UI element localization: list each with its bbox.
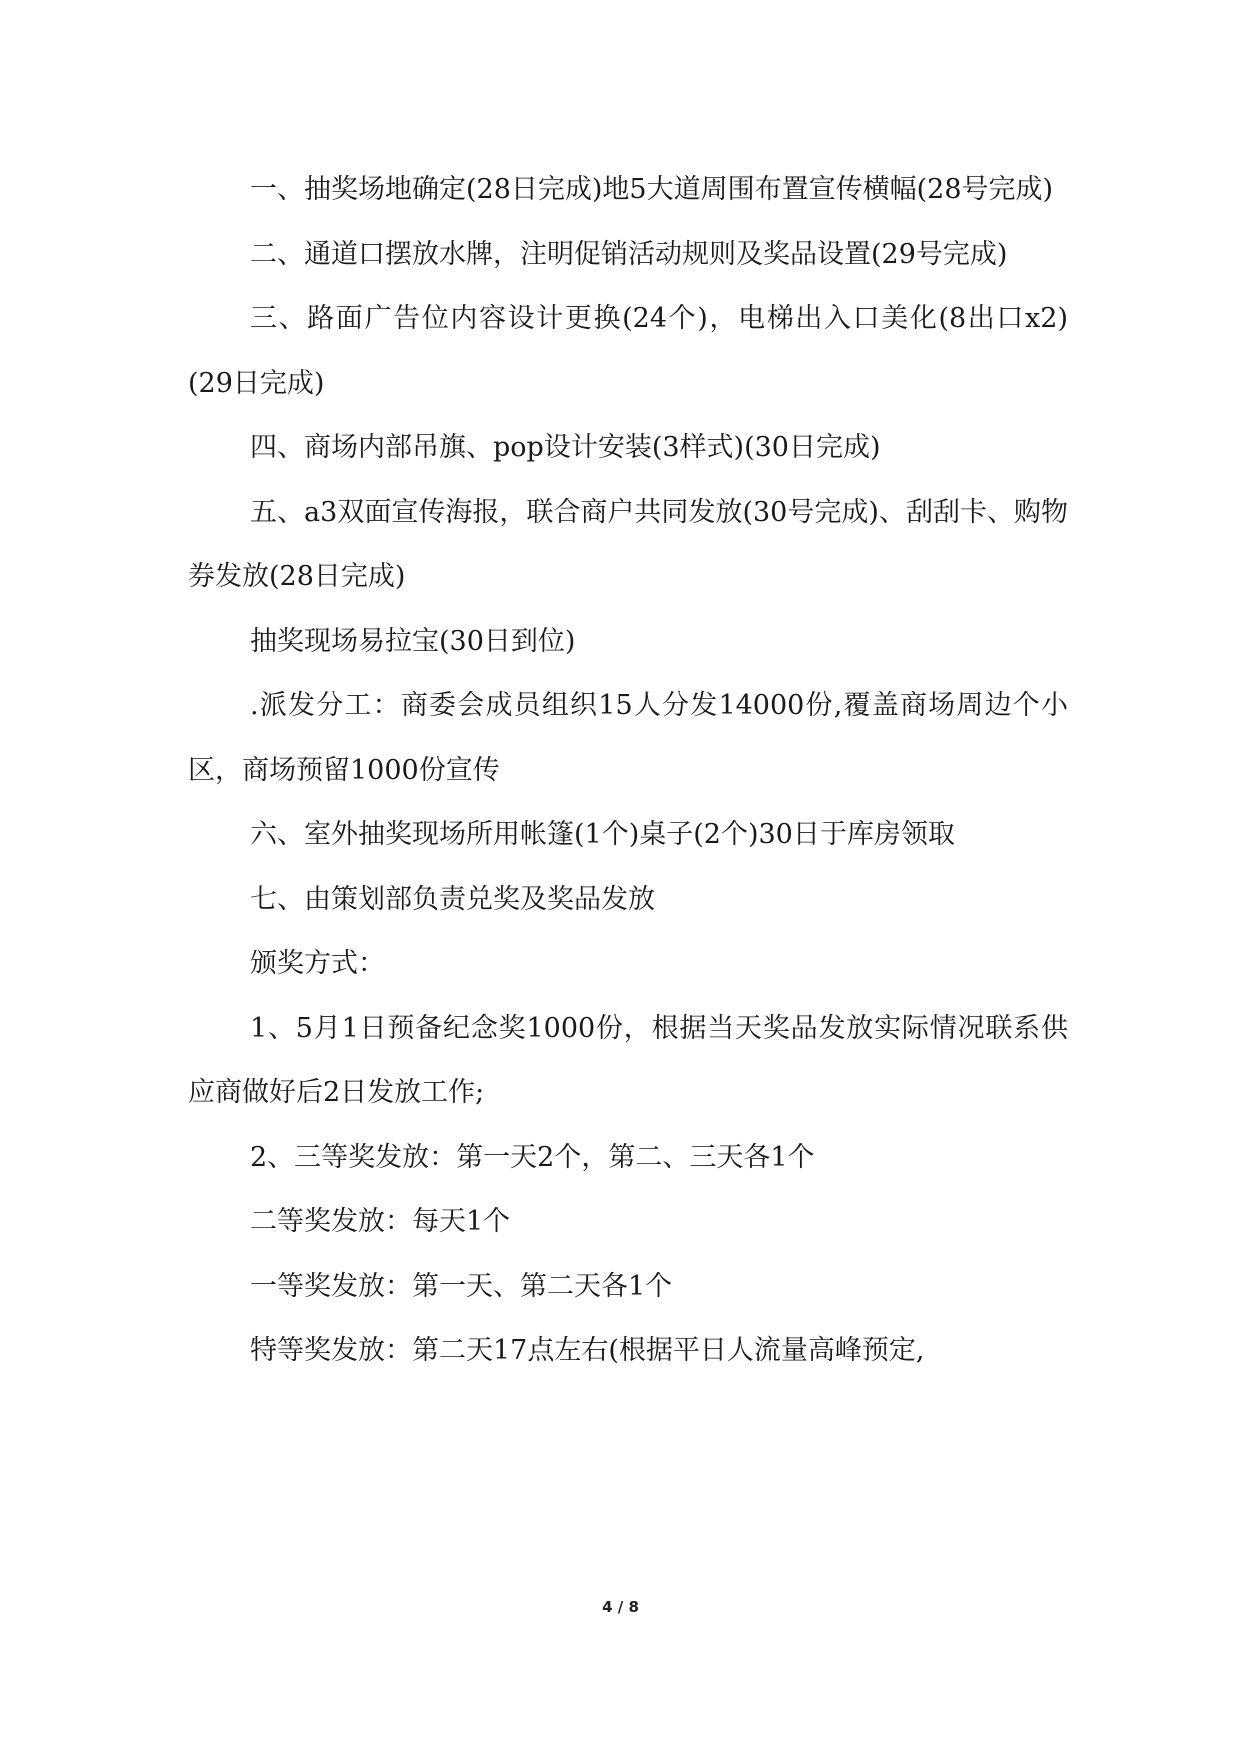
paragraph-15: 特等奖发放：第二天17点左右(根据平日人流量高峰预定, (250, 1335, 925, 1366)
paragraph-9: 七、由策划部负责兑奖及奖品发放 (250, 883, 655, 915)
paragraph-11: 1、5月1日预备纪念奖1000份，根据当天奖品发放实际情况联系供应商做好后2日发放工作; (188, 1012, 1068, 1108)
paragraph-8: 六、室外抽奖现场所用帐篷(1个)桌子(2个)30日于库房领取 (250, 819, 955, 850)
paragraph-7: .派发分工：商委会成员组织15人分发14000份,覆盖商场周边个小区，商场预留1000份宣传 (188, 690, 1068, 786)
paragraph-13: 二等奖发放：每天1个 (250, 1206, 511, 1237)
body-text (188, 158, 1068, 1384)
paragraph-6: 抽奖现场易拉宝(30日到位) (250, 625, 576, 657)
paragraph-4: 四、商场内部吊旗、pop设计安装(3样式)(30日完成) (250, 432, 881, 463)
paragraph-12: 2、三等奖发放：第一天2个，第二、三天各1个 (250, 1141, 815, 1173)
paragraph-10: 颁奖方式： (250, 948, 385, 979)
paragraph-3: 三、路面广告位内容设计更换(24个)，电梯出入口美化(8出口x2)(29日完成) (188, 303, 1068, 399)
paragraph-1: 一、抽奖场地确定(28日完成)地5大道周围布置宣传横幅(28号完成) (250, 174, 1054, 205)
paragraph-5: 五、a3双面宣传海报，联合商户共同发放(30号完成)、刮刮卡、购物券发放(28日完成) (188, 496, 1068, 592)
paragraph-14: 一等奖发放：第一天、第二天各1个 (250, 1270, 673, 1302)
page-number: 4 / 8 (602, 1598, 639, 1616)
paragraph-2: 二、通道口摆放水牌，注明促销活动规则及奖品设置(29号完成) (250, 238, 1008, 270)
